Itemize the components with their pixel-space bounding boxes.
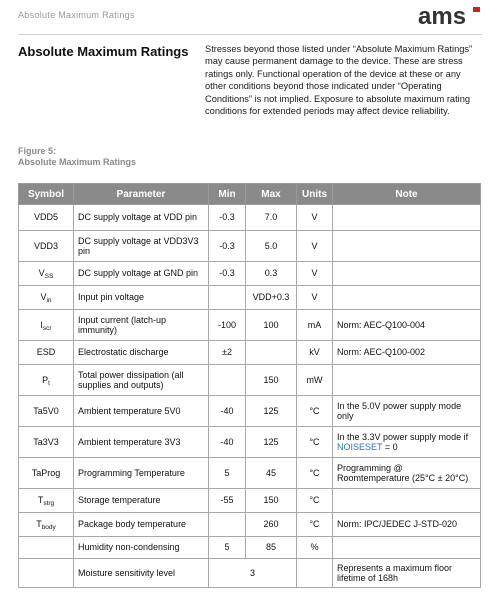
max-cell: 150 [246, 489, 297, 513]
note-cell [333, 489, 481, 513]
figure-number: Figure 5: [18, 146, 57, 156]
parameter-cell: Moisture sensitivity level [74, 559, 209, 588]
note-cell [333, 286, 481, 310]
table-row [19, 286, 481, 310]
max-cell: 260 [246, 513, 297, 537]
min-cell: ±2 [209, 341, 246, 365]
symbol-subscript: scr [42, 324, 52, 332]
symbol-cell [19, 559, 74, 588]
min-cell [209, 365, 246, 396]
min-cell: -0.3 [209, 262, 246, 286]
min-cell: 5 [209, 537, 246, 559]
running-header: Absolute Maximum Ratings [18, 10, 135, 20]
units-cell: °C [297, 489, 333, 513]
parameter-cell: DC supply voltage at VDD3V3 pin [74, 231, 209, 262]
parameter-cell: Input current (latch-up immunity) [74, 310, 209, 341]
column-header-units: Units [297, 184, 333, 205]
table-row [19, 231, 481, 262]
max-cell: 45 [246, 458, 297, 489]
note-cell: Represents a maximum floor lifetime of 168h [333, 559, 481, 588]
min-cell: -100 [209, 310, 246, 341]
units-cell: % [297, 537, 333, 559]
symbol-cell: VDD3 [19, 231, 74, 262]
min-cell: -40 [209, 396, 246, 427]
symbol-cell: $T_{body}$ [19, 513, 74, 537]
note-cell: Norm: AEC-Q100-004 [333, 310, 481, 341]
symbol-subscript: in [46, 297, 52, 305]
units-cell: V [297, 262, 333, 286]
max-cell: 85 [246, 537, 297, 559]
symbol-cell: VDD5 [19, 205, 74, 231]
note-cell: Norm: AEC-Q100-002 [333, 341, 481, 365]
symbol-subscript: strg [43, 500, 55, 508]
max-cell: 5.0 [246, 231, 297, 262]
symbol-cell: $I_{scr}$ [19, 310, 74, 341]
parameter-cell: Storage temperature [74, 489, 209, 513]
parameter-cell: Package body temperature [74, 513, 209, 537]
units-cell: °C [297, 513, 333, 537]
min-cell: -55 [209, 489, 246, 513]
max-cell: VDD+0.3 [246, 286, 297, 310]
section-title: Absolute Maximum Ratings [18, 44, 189, 59]
symbol-cell [19, 537, 74, 559]
symbol-subscript: SS [44, 273, 54, 281]
symbol-cell: ESD [19, 341, 74, 365]
table-row [19, 427, 481, 458]
column-header-symbol: Symbol [19, 184, 74, 205]
max-cell: 100 [246, 310, 297, 341]
min-cell: -0.3 [209, 205, 246, 231]
symbol-subscript: t [48, 379, 50, 387]
note-cell: In the 5.0V power supply mode only [333, 396, 481, 427]
table-row [19, 489, 481, 513]
table-row [19, 458, 481, 489]
parameter-cell: Humidity non-condensing [74, 537, 209, 559]
min-cell [209, 513, 246, 537]
symbol-cell: $P_t$ [19, 365, 74, 396]
absolute-maximum-ratings-table [18, 183, 481, 588]
column-header-note: Note [333, 184, 481, 205]
min-cell [209, 286, 246, 310]
parameter-cell: Ambient temperature 3V3 [74, 427, 209, 458]
max-cell: 7.0 [246, 205, 297, 231]
parameter-cell: Electrostatic discharge [74, 341, 209, 365]
max-cell: 125 [246, 427, 297, 458]
units-cell: mA [297, 310, 333, 341]
units-cell [297, 559, 333, 588]
parameter-cell: Ambient temperature 5V0 [74, 396, 209, 427]
units-cell: mW [297, 365, 333, 396]
note-cell: In the 3.3V power supply mode if NOISESET = 0 [333, 427, 481, 458]
table-row [19, 559, 481, 588]
table-row [19, 513, 481, 537]
max-cell: 0.3 [246, 262, 297, 286]
parameter-cell: Input pin voltage [74, 286, 209, 310]
column-header-min: Min [209, 184, 246, 205]
units-cell: kV [297, 341, 333, 365]
max-cell: 125 [246, 396, 297, 427]
units-cell: °C [297, 396, 333, 427]
table-row [19, 262, 481, 286]
min-cell: -40 [209, 427, 246, 458]
table-header-row [19, 184, 481, 205]
parameter-cell: Total power dissipation (all supplies and outputs) [74, 365, 209, 396]
column-header-max: Max [246, 184, 297, 205]
max-cell [246, 341, 297, 365]
figure-caption: Absolute Maximum Ratings [18, 157, 137, 167]
table-row [19, 341, 481, 365]
min-cell: 5 [209, 458, 246, 489]
symbol-subscript: body [41, 524, 56, 532]
units-cell: °C [297, 427, 333, 458]
noiseset-register-name: NOISESET [337, 442, 383, 452]
column-header-parameter: Parameter [74, 184, 209, 205]
table-row [19, 365, 481, 396]
units-cell: V [297, 231, 333, 262]
header-divider [18, 34, 482, 35]
logo-text: ams [418, 4, 467, 28]
symbol-cell: TaProg [19, 458, 74, 489]
units-cell: °C [297, 458, 333, 489]
ams-logo [418, 4, 482, 28]
table-row [19, 537, 481, 559]
note-cell: Programming @ Roomtemperature (25°C ± 20°C) [333, 458, 481, 489]
units-cell: V [297, 205, 333, 231]
symbol-cell: $V_{in}$ [19, 286, 74, 310]
note-cell: Norm: IPC/JEDEC J-STD-020 [333, 513, 481, 537]
note-cell [333, 262, 481, 286]
figure-label [18, 146, 136, 168]
parameter-cell: Programming Temperature [74, 458, 209, 489]
intro-paragraph: Stresses beyond those listed under “Absolute Maximum Ratings” may cause permanent damage to the device. These are stress ratings only. Functional operation of the device at these or any other conditions beyond those indicated under “Operating Conditions” is not implied. Exposure to absolute maximum rating conditions for extended periods may affect device reliability. [205, 44, 473, 117]
table-row [19, 205, 481, 231]
symbol-cell: $T_{strg}$ [19, 489, 74, 513]
units-cell: V [297, 286, 333, 310]
note-cell [333, 231, 481, 262]
note-cell [333, 537, 481, 559]
parameter-cell: DC supply voltage at GND pin [74, 262, 209, 286]
max-cell: 150 [246, 365, 297, 396]
min-cell: -0.3 [209, 231, 246, 262]
symbol-cell: Ta5V0 [19, 396, 74, 427]
table-row [19, 310, 481, 341]
symbol-cell: Ta3V3 [19, 427, 74, 458]
merged-min-max-cell: 3 [209, 559, 297, 588]
table-row [19, 396, 481, 427]
note-cell [333, 365, 481, 396]
symbol-cell: $V_{SS}$ [19, 262, 74, 286]
note-cell [333, 205, 481, 231]
parameter-cell: DC supply voltage at VDD pin [74, 205, 209, 231]
